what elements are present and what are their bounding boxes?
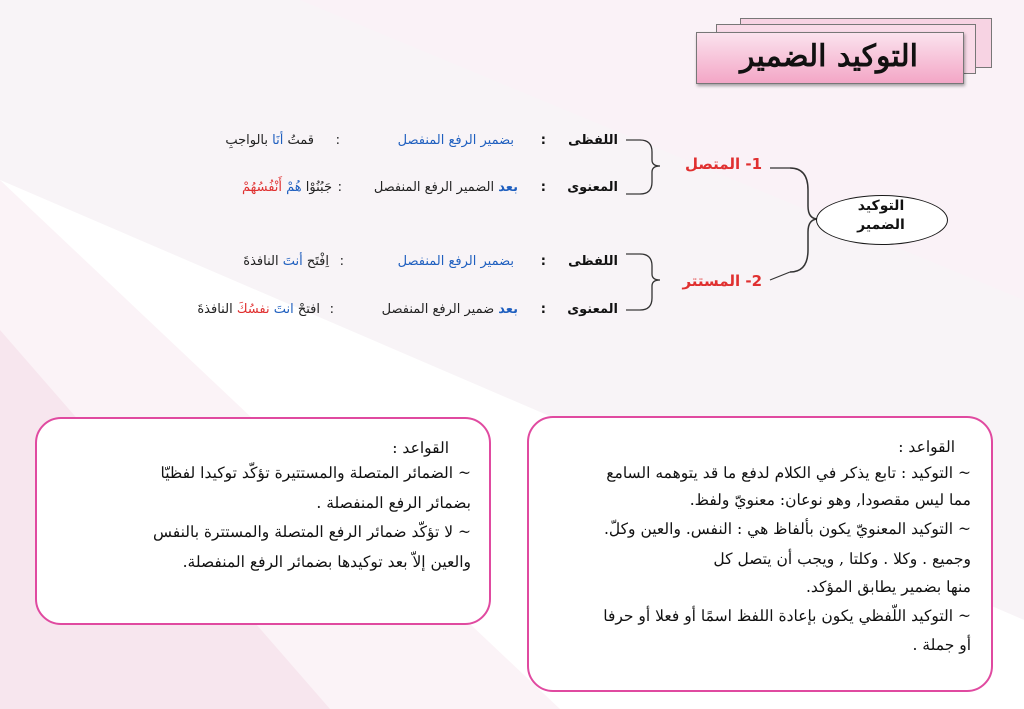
row-rule: بضمير الرفع المنفصل [397, 133, 514, 148]
row-colon: : [540, 254, 546, 269]
row-colon: : [540, 133, 546, 148]
row-separator: : [339, 254, 344, 269]
rules-left-line: ~ لا تؤكّد ضمائر الرفع المتصلة والمستترة بالنفس [152, 523, 471, 541]
rules-right-line: القواعد : [898, 438, 955, 456]
row-label: اللفظى [568, 133, 618, 148]
row-rule: بضمير الرفع المنفصل [397, 254, 514, 269]
rules-right-line: ~ التوكيد المعنويّ يكون بألفاظ هي : النفس. والعين وكلّ. [604, 520, 971, 538]
branch-label-attached: 1- المتصل [684, 155, 762, 173]
row-label: اللفظى [568, 254, 618, 269]
page-title: التوكيد الضمير [740, 39, 918, 74]
row-rule: بعد ضمير الرفع المنفصل [381, 302, 518, 317]
rules-left-line: بضمائر الرفع المنفصلة . [316, 494, 471, 512]
center-node-label [816, 197, 946, 235]
rules-right-line: ~ التوكيد اللّفظي يكون بإعادة اللفظ اسمًا أو فعلا أو حرفا [603, 607, 971, 625]
row-colon: : [540, 180, 546, 195]
rules-right-line: ~ التوكيد : تابع يذكر في الكلام لدفع ما قد يتوهمه السامع [606, 464, 971, 482]
row-colon: : [540, 302, 546, 317]
center-node-line2: الضمير [857, 217, 905, 233]
row-example: اِفْتَح أنتَ النافذةَ [243, 254, 329, 269]
rules-box-right [527, 416, 993, 692]
row-label: المعنوى [567, 302, 618, 317]
rules-right-line: وجميع . وكلا . وكلتا , ويجب أن يتصل كل [713, 550, 971, 568]
row-example: قمتُ أنَا بالواجبِ [225, 133, 314, 148]
rules-right-line: منها بضمير يطابق المؤكد. [805, 578, 971, 596]
row-separator: : [337, 180, 342, 195]
rules-left-line: والعين إلاّ بعد توكيدها بضمائر الرفع المنفصلة. [182, 553, 471, 571]
row-separator: : [329, 302, 334, 317]
row-example: جَبُنُوْا هُمْ أَنْفُسُهُمْ [241, 180, 332, 195]
row-separator: : [335, 133, 340, 148]
branch-label-hidden: 2- المستتر [682, 272, 762, 290]
rules-box-left [35, 417, 491, 625]
rules-left-line: القواعد : [392, 439, 449, 457]
row-rule: بعد الضمير الرفع المنفصل [373, 180, 518, 195]
rules-right-line: مما ليس مقصودا, وهو نوعان: معنويّ ولفظ. [689, 491, 971, 509]
row-example: افتحْ انتَ نفسُكَ النافذةَ [197, 302, 320, 317]
rules-left-line: ~ الضمائر المتصلة والمستتيرة تؤكّد توكيدا لفظيّا [160, 464, 471, 482]
center-node-line1: التوكيد [857, 198, 905, 214]
rules-right-line: أو جملة . [912, 636, 971, 654]
row-label: المعنوى [567, 180, 618, 195]
